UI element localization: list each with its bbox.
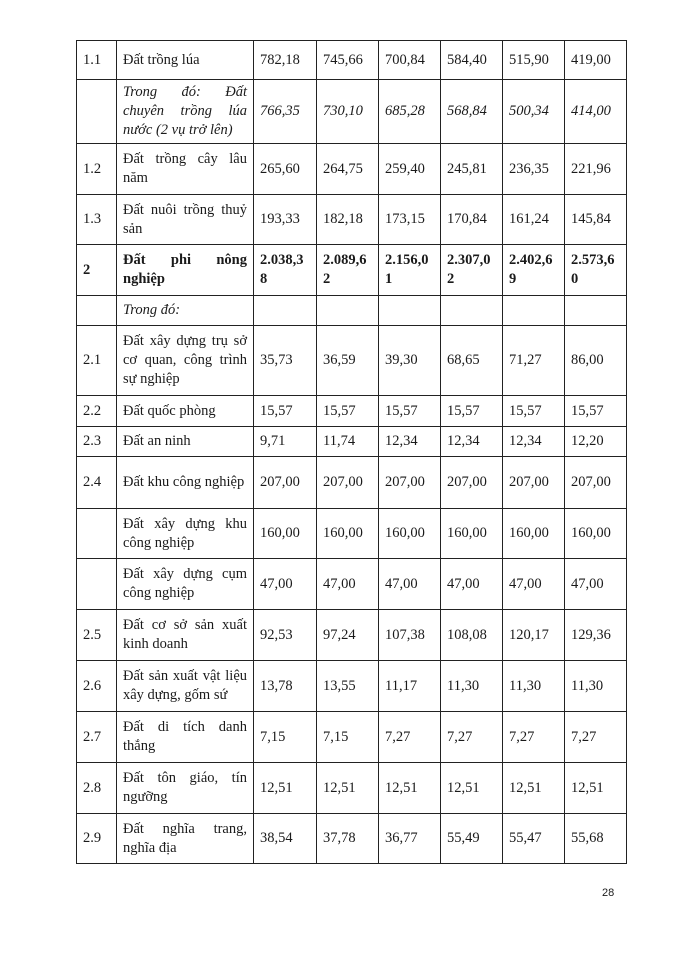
- row-value-2: 13,55: [317, 661, 379, 712]
- row-value-1: 15,57: [254, 396, 317, 427]
- row-value-5: 12,51: [503, 763, 565, 814]
- row-code: [77, 296, 117, 326]
- row-value-6: 86,00: [565, 326, 627, 396]
- table-row: [77, 661, 627, 712]
- row-value-2: 7,15: [317, 712, 379, 763]
- row-code: [77, 509, 117, 559]
- row-value-2: 15,57: [317, 396, 379, 427]
- row-value-3: 11,17: [379, 661, 441, 712]
- row-value-4: 12,51: [441, 763, 503, 814]
- row-value-3: 2.156,01: [379, 245, 441, 296]
- row-land-type: Đất an ninh: [117, 427, 254, 457]
- row-value-3: 173,15: [379, 195, 441, 245]
- row-value-5: 500,34: [503, 80, 565, 144]
- row-value-5: 7,27: [503, 712, 565, 763]
- row-land-type: Đất xây dựng cụm công nghiệp: [117, 559, 254, 610]
- row-value-6: [565, 296, 627, 326]
- row-value-2: 2.089,62: [317, 245, 379, 296]
- row-value-6: 221,96: [565, 144, 627, 195]
- row-value-2: 36,59: [317, 326, 379, 396]
- row-value-4: 7,27: [441, 712, 503, 763]
- table-row: [77, 80, 627, 144]
- row-value-6: 129,36: [565, 610, 627, 661]
- row-value-3: 15,57: [379, 396, 441, 427]
- row-value-4: 2.307,02: [441, 245, 503, 296]
- row-land-type: Đất tôn giáo, tín ngưỡng: [117, 763, 254, 814]
- row-land-type: Đất trồng lúa: [117, 41, 254, 80]
- row-value-1: 47,00: [254, 559, 317, 610]
- row-code: 2.2: [77, 396, 117, 427]
- row-land-type: Đất nghĩa trang, nghĩa địa: [117, 814, 254, 864]
- row-code: 2.6: [77, 661, 117, 712]
- row-code: 2.1: [77, 326, 117, 396]
- row-code: [77, 559, 117, 610]
- row-value-1: 12,51: [254, 763, 317, 814]
- row-value-1: 265,60: [254, 144, 317, 195]
- row-value-6: 145,84: [565, 195, 627, 245]
- table-row: [77, 41, 627, 80]
- row-value-1: 2.038,38: [254, 245, 317, 296]
- row-value-2: 730,10: [317, 80, 379, 144]
- row-value-3: 259,40: [379, 144, 441, 195]
- row-value-2: 160,00: [317, 509, 379, 559]
- row-value-5: 55,47: [503, 814, 565, 864]
- row-value-1: 193,33: [254, 195, 317, 245]
- row-value-2: [317, 296, 379, 326]
- table-row: [77, 814, 627, 864]
- row-land-type: Đất quốc phòng: [117, 396, 254, 427]
- table-row: [77, 296, 627, 326]
- row-value-5: 71,27: [503, 326, 565, 396]
- row-value-4: 47,00: [441, 559, 503, 610]
- row-value-2: 97,24: [317, 610, 379, 661]
- table-row: [77, 144, 627, 195]
- row-value-3: 12,34: [379, 427, 441, 457]
- row-code: 2.5: [77, 610, 117, 661]
- row-value-5: 12,34: [503, 427, 565, 457]
- row-value-4: 68,65: [441, 326, 503, 396]
- row-value-6: 207,00: [565, 457, 627, 509]
- row-value-1: 782,18: [254, 41, 317, 80]
- row-value-4: 160,00: [441, 509, 503, 559]
- row-value-4: 12,34: [441, 427, 503, 457]
- row-value-4: 170,84: [441, 195, 503, 245]
- row-value-5: 236,35: [503, 144, 565, 195]
- row-code: 2.3: [77, 427, 117, 457]
- row-code: 2.9: [77, 814, 117, 864]
- row-code: 2.7: [77, 712, 117, 763]
- row-value-6: 11,30: [565, 661, 627, 712]
- row-value-3: 207,00: [379, 457, 441, 509]
- row-land-type: Đất di tích danh thắng: [117, 712, 254, 763]
- row-value-1: 38,54: [254, 814, 317, 864]
- row-land-type: Đất nuôi trồng thuỷ sản: [117, 195, 254, 245]
- row-value-1: 160,00: [254, 509, 317, 559]
- row-value-5: 515,90: [503, 41, 565, 80]
- row-value-1: 35,73: [254, 326, 317, 396]
- row-value-6: 7,27: [565, 712, 627, 763]
- row-value-2: 12,51: [317, 763, 379, 814]
- row-value-2: 47,00: [317, 559, 379, 610]
- row-value-3: 47,00: [379, 559, 441, 610]
- row-value-3: 12,51: [379, 763, 441, 814]
- row-land-type: Đất xây dựng khu công nghiệp: [117, 509, 254, 559]
- row-value-2: 11,74: [317, 427, 379, 457]
- table-row: [77, 509, 627, 559]
- row-value-3: 39,30: [379, 326, 441, 396]
- row-code: [77, 80, 117, 144]
- row-land-type: Trong đó: Đất chuyên trồng lúa nước (2 vụ trở lên): [117, 80, 254, 144]
- row-value-4: 11,30: [441, 661, 503, 712]
- row-value-5: 2.402,69: [503, 245, 565, 296]
- row-value-6: 414,00: [565, 80, 627, 144]
- row-value-6: 55,68: [565, 814, 627, 864]
- row-value-4: 15,57: [441, 396, 503, 427]
- row-value-3: 36,77: [379, 814, 441, 864]
- row-value-4: 568,84: [441, 80, 503, 144]
- row-value-3: 685,28: [379, 80, 441, 144]
- row-value-1: 7,15: [254, 712, 317, 763]
- row-value-1: 766,35: [254, 80, 317, 144]
- row-value-5: 47,00: [503, 559, 565, 610]
- row-code: 1.1: [77, 41, 117, 80]
- row-land-type: Đất trồng cây lâu năm: [117, 144, 254, 195]
- row-value-1: 9,71: [254, 427, 317, 457]
- row-value-4: 108,08: [441, 610, 503, 661]
- row-value-4: 584,40: [441, 41, 503, 80]
- row-value-1: [254, 296, 317, 326]
- row-value-2: 37,78: [317, 814, 379, 864]
- row-land-type: Đất xây dựng trụ sở cơ quan, công trình sự nghiệp: [117, 326, 254, 396]
- table-row: [77, 326, 627, 396]
- row-value-2: 264,75: [317, 144, 379, 195]
- table-row: [77, 457, 627, 509]
- row-land-type: Đất khu công nghiệp: [117, 457, 254, 509]
- row-value-4: 245,81: [441, 144, 503, 195]
- table-row: [77, 195, 627, 245]
- row-value-5: 161,24: [503, 195, 565, 245]
- row-code: 2.4: [77, 457, 117, 509]
- row-value-3: [379, 296, 441, 326]
- row-value-1: 92,53: [254, 610, 317, 661]
- row-value-6: 12,20: [565, 427, 627, 457]
- row-code: 1.3: [77, 195, 117, 245]
- row-value-6: 160,00: [565, 509, 627, 559]
- row-value-5: 15,57: [503, 396, 565, 427]
- row-value-3: 7,27: [379, 712, 441, 763]
- row-value-3: 700,84: [379, 41, 441, 80]
- row-value-2: 745,66: [317, 41, 379, 80]
- land-use-table: [76, 40, 627, 864]
- row-value-4: 207,00: [441, 457, 503, 509]
- row-value-5: [503, 296, 565, 326]
- row-value-6: 47,00: [565, 559, 627, 610]
- table-row: [77, 763, 627, 814]
- row-value-6: 2.573,60: [565, 245, 627, 296]
- row-value-2: 207,00: [317, 457, 379, 509]
- row-value-6: 419,00: [565, 41, 627, 80]
- row-value-5: 120,17: [503, 610, 565, 661]
- row-value-2: 182,18: [317, 195, 379, 245]
- row-land-type: Đất phi nông nghiệp: [117, 245, 254, 296]
- page-number: 28: [602, 887, 615, 899]
- table-row: [77, 712, 627, 763]
- row-value-1: 207,00: [254, 457, 317, 509]
- table-row: [77, 559, 627, 610]
- row-value-1: 13,78: [254, 661, 317, 712]
- row-land-type: Đất cơ sở sản xuất kinh doanh: [117, 610, 254, 661]
- table-row: [77, 427, 627, 457]
- row-value-5: 207,00: [503, 457, 565, 509]
- row-code: 2.8: [77, 763, 117, 814]
- row-value-3: 107,38: [379, 610, 441, 661]
- row-value-5: 160,00: [503, 509, 565, 559]
- row-land-type: Trong đó:: [117, 296, 254, 326]
- row-value-4: 55,49: [441, 814, 503, 864]
- row-code: 2: [77, 245, 117, 296]
- table-row: [77, 610, 627, 661]
- table-row: [77, 396, 627, 427]
- row-value-6: 12,51: [565, 763, 627, 814]
- table-row: [77, 245, 627, 296]
- row-value-6: 15,57: [565, 396, 627, 427]
- row-value-4: [441, 296, 503, 326]
- row-land-type: Đất sản xuất vật liệu xây dựng, gốm sứ: [117, 661, 254, 712]
- row-value-5: 11,30: [503, 661, 565, 712]
- row-code: 1.2: [77, 144, 117, 195]
- row-value-3: 160,00: [379, 509, 441, 559]
